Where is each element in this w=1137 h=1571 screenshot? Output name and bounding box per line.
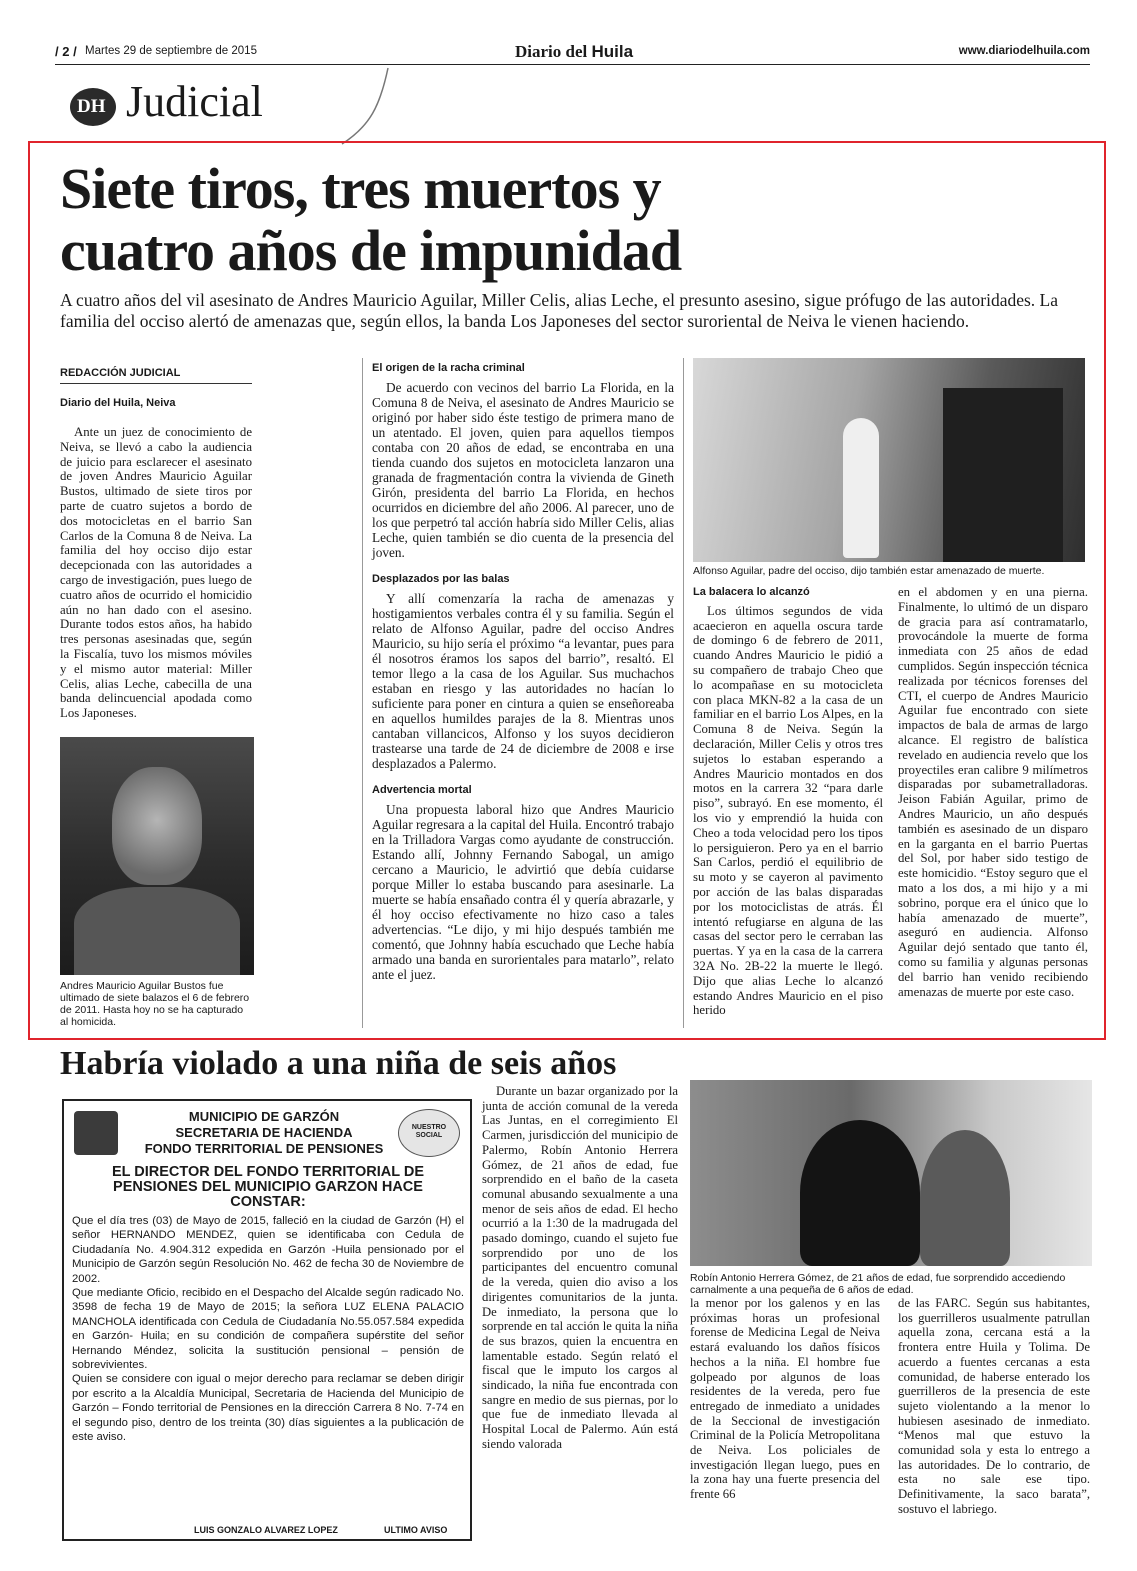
paragraph: Ante un juez de conocimiento de Neiva, se llevó a cabo la audiencia de juicio para esclarecer el asesinato de joven Andres Mauricio Aguilar Bustos, ultimado de siete tiros por parte de cuatro sujetos a bordo de dos motocicletas en el barrio San Carlos de la Comuna 8 de Neiva. La familia del hoy occiso dijo estar decepcionada con las autoridades a cargo de investigación, pues luego de cuatro años de ocurrido el homicidio aún no han dado con el asesino. Durante todos estos años, ha habido tres personas asesinadas que, según la Fiscalía, tuvo los mismos móviles y el mismo autor material: Miller Celis, alias Leche, cabecilla de una banda delincuencial apodada como Los Japoneses. [60, 425, 252, 721]
column-rule [362, 358, 363, 1028]
photo-figure-shape [920, 1130, 1010, 1266]
paragraph: la menor por los galenos y en las próximas horas un profesional forense de Medicina Legal de Neiva estará evaluando los daños físicos hechos a la niña. El hombre fue golpeado por algunos de loas residentes de la vereda, pero fue entregado de inmediato a unidades de la Seccional de investigación Criminal de la Policía Metropolitana de Neiva. Los policiales de investigación llegan luego, pues en la zona hay una fuerte presencia del frente 66 [690, 1296, 880, 1502]
photo-father [693, 358, 1085, 562]
paragraph: Y allí comenzaría la racha de amenazas y hostigamientos verbales contra él y su familia. Según el relato de Alfonso Aguilar, padre del occiso Andres Mauricio, su hijo sería el próximo “a levantar, pues para él nosotros éramos los sapos del barrio”, resaltó. El temor llego a la casa de los Aguilar. Sus muchachos estaban en riesgo y las autoridades no hacían lo suficiente para poner en cintura a quien se enseñoreaba en aquellos humildes parajes de la 8. Mientras unos cantaban villancicos, Alfonso y los suyos decidieron trastearse una tarde de 24 de diciembre de 2008 e irse desplazados a Palermo. [372, 591, 674, 771]
article2-headline: Habría violado a una niña de seis años [60, 1045, 617, 1082]
paragraph: en el abdomen y en una pierna. Finalmente, lo ultimó de un disparo de gracia para así contramatarlo, provocándole la muerte de forma inmediata con 25 años de edad cumplidos. Según inspección técnica realizada por técnicos forenses del CTI, el cuerpo de Andres Mauricio Aguilar fue encontrado con siete impactos de bala de armas de largo alcance. El registro de balística revelado en audiencia revelo que los proyectiles eran calibre 9 milímetros disparadas por subametralladoras. Jeison Fabián Aguilar, primo de Andres Mauricio, un año después también es asesinado de un disparo en la garganta en el barrio Puertas del Sol, por haber sido testigo de este homicidio. “Estoy seguro que el mato a los dos, a mi hijo y a mi sobrino, porque era el único que lo había amenazado de muerte”, aseguró en audiencia. Alfonso Aguilar dejó sentado que tanto él, como su familia y algunas personas del barrio han venido recibiendo amenazas de muerte por este caso. [898, 585, 1088, 999]
photo-face-shape [112, 767, 202, 885]
article-lead: A cuatro años del vil asesinato de Andres Mauricio Aguilar, Miller Celis, alias Leche, el presunto asesino, sigue prófugo de las autoridades. La familia del occiso alertó de amenazas que, según ellos, la banda Los Japoneses del sector suroriental de Neiva le vienen haciendo. [60, 290, 1058, 331]
article-column-4 [898, 585, 1088, 999]
subheading: Desplazados por las balas [372, 573, 510, 585]
paragraph: Durante un bazar organizado por la junta de acción comunal de la vereda Las Juntas, en el corregimiento El Carmen, jurisdicción del municipio de Palermo, Robín Antonio Herrera Gómez, de 21 años de edad, fue sorprendido en el baño de la caseta comunal abusando sexualmente a una menor de seis años de edad. El hecho ocurrió a la 1:30 de la madrugada del pasado domingo, cuando el sujeto fue sorprendido por uno de los participantes del encuentro comunal de la vereda, quien dio aviso a los dirigentes comunitarios de la junta. De inmediato, la persona que lo sorprende en tal acción le quita la niña de sus brazos, quien la encuentra en lamentable estado. Según relató el fiscal que le imputo los cargos al sindicado, la niña fue encontrada con sangre en medio de sus piernas, por lo que fue de inmediato llevada al Hospital Local de Palermo. Aún está siendo valorada [482, 1084, 678, 1451]
photo-victim [60, 737, 254, 975]
photo-figure-shape [800, 1120, 920, 1266]
masthead [55, 42, 1090, 62]
ad-headline: EL DIRECTOR DEL FONDO TERRITORIAL DE PENSIONES DEL MUNICIPIO GARZON HACE CONSTAR: [111, 1164, 425, 1210]
article-headline [60, 158, 1070, 282]
headline-line-2: cuatro años de impunidad [60, 218, 682, 283]
section-logo [70, 88, 116, 126]
column-rule [683, 358, 684, 1028]
photo-doorway-shape [943, 388, 1063, 562]
byline: REDACCIÓN JUDICIAL [60, 366, 252, 384]
photo-suspect [690, 1080, 1092, 1266]
dateline: Diario del Huila, Neiva [60, 397, 176, 409]
ad-notice: ULTIMO AVISO [384, 1525, 448, 1535]
ad-coat-of-arms [74, 1111, 118, 1155]
article-column-1 [60, 366, 252, 721]
section-flourish [340, 66, 400, 146]
ad-body: Que el día tres (03) de Mayo de 2015, falleció en la ciudad de Garzón (H) el señor HERNANDO MENDEZ, quien se identificaba con Cedula de Ciudadanía No. 4.904.312 expedida en Garzón -Huila pensionado por el Municipio de Garzón según Resolución No. 462 de fecha 30 de Noviembre de 2002. Que mediante Oficio, recibido en el Despacho del Alcalde según radicado No. 3598 de fecha 19 de Mayo de 2015; la señora LUZ ELENA PALACIO MANCHOLA identificada con Cedula de Ciudadanía No.55.057.584 expedida en Garzón- Huila; en su condición de compañera supérstite del señor Hernando Méndez, solicita la sustitución pensional – pensión de sobrevivientes. Quien se considere con igual o mejor derecho para reclamar se deben dirigir por escrito a la Alcaldía Municipal, Secretaria de Hacienda del Municipio de Garzón – Fondo territorial de Pensiones en la dirección Carrera 8 No. 7-74 en el segundo piso, dentro de los treinta (30) días siguientes a la publicación de este aviso. [72, 1215, 464, 1444]
paragraph: Los últimos segundos de vida acaecieron en aquella oscura tarde de domingo 6 de febrero de 2011, cuando Andres Mauricio le pidió a su compañero de trabajo Cheo que lo acompañase en su motocicleta con placa MKN-82 a la casa de un familiar en el barrio Los Alpes, en la Comuna 8 de Neiva. Según la declaración, Miller Celis y otros tres sujetos lo estaban esperando a Andres Mauricio montados en dos motos en la carrera 32 “para darle piso”, subrayó. En ese momento, él los vio y emprendió la huida con Cheo a toda velocidad pero los tipos lo persiguieron. Pero ya en el barrio San Carlos, perdió el equilibrio de su moto y se cayeron al pavimento por acción de las balas disparadas por los motociclistas de atrás. Él intentó refugiarse en alguna de las casas del sector pero le cerraban las puertas. Y ya en la casa de la carrera 32A No. 2B-22 la muerte le llegó. Dijo que alias Leche lo alcanzó estando Andres Mauricio en el piso herido [693, 603, 883, 1018]
website-url[interactable]: www.diariodelhuila.com [958, 45, 1090, 57]
ad-header: MUNICIPIO DE GARZÓN SECRETARIA DE HACIENDA FONDO TERRITORIAL DE PENSIONES [144, 1109, 384, 1156]
ad-signer: LUIS GONZALO ALVAREZ LOPEZ [194, 1525, 338, 1535]
photo-shirt-shape [74, 887, 240, 975]
masthead-rule [55, 64, 1090, 65]
ad-badge-text: NUESTRO SOCIAL [411, 1124, 447, 1139]
legal-notice-ad [62, 1099, 472, 1541]
article2-column-2 [690, 1296, 880, 1502]
section-logo-text: DH [77, 96, 106, 117]
photo-person-shape [843, 418, 879, 558]
subheading: Advertencia mortal [372, 784, 472, 796]
paragraph: de las FARC. Según sus habitantes, los guerrilleros usualmente patrullan aquella zona, cercana está a la frontera entre Huila y Tolima. De acuerdo a fuentes cercanas a esta comunidad, de haberse enterado los guerrilleros de la presencia de este sujeto violentando a la menor lo hubiesen asesinado de inmediato. “Menos mal que estuvo la comunidad sola y esta lo entrego a las autoridades. De lo contrario, de esta no sale ese tipo. Definitivamente, la saco barata”, sostuvo el labriego. [898, 1296, 1090, 1516]
section-title: Judicial [126, 77, 263, 126]
subheading: El origen de la racha criminal [372, 362, 525, 374]
paragraph: Una propuesta laboral hizo que Andres Mauricio Aguilar regresara a la capital del Huila. Encontró trabajo en la Trilladora Vargas como ayudante de construcción. Estando allí, Johnny Fernando Sabogal, un amigo cercano a Mauricio, le advirtió que debía cuidarse porque Miller lo estaba buscando para asesinarle. La muerte se había ensañado contra él y quería abrazarle, y él hoy occiso efectivamente no hizo caso a tales advertencias. “Le dijo, y mi hijo después también me comentó, que Johnny había escuchado que Leche había armado una banda en surorientales para matarlo”, relato ante el juez. [372, 802, 674, 982]
paper-name: Diario del Huila [515, 42, 634, 61]
issue-date: Martes 29 de septiembre de 2015 [85, 45, 257, 57]
article-column-3 [693, 585, 883, 1018]
article-column-2 [372, 361, 674, 982]
page-number: / 2 / [55, 44, 77, 59]
article2-column-1 [482, 1084, 678, 1452]
headline-line-1: Siete tiros, tres muertos y [60, 156, 661, 221]
photo-suspect-caption: Robín Antonio Herrera Gómez, de 21 años de edad, fue sorprendido accediendo carnalmente a una pequeña de 6 años de edad. [690, 1272, 1066, 1296]
article2-column-3 [898, 1296, 1090, 1517]
subheading: La balacera lo alcanzó [693, 586, 810, 598]
photo-father-caption: Alfonso Aguilar, padre del occiso, dijo también estar amenazado de muerte. [693, 565, 1045, 577]
photo-victim-caption: Andres Mauricio Aguilar Bustos fue ultimado de siete balazos el 6 de febrero de 2011. Hasta hoy no se ha capturado al homicida. [60, 980, 250, 1028]
paragraph: De acuerdo con vecinos del barrio La Florida, en la Comuna 8 de Neiva, el asesinato de Andres Mauricio se originó por haber sido éste testigo de primera mano de un atentado. El joven, quien para aquellos tiempos contaba con 20 años de edad, se encontraba en una tienda cuando dos sujetos en motocicleta lanzaron una granada de fragmentación contra la vivienda de Gineth Girón, presidenta del barrio La Florida, en hechos ocurridos en diciembre del año 2006. Al parecer, uno de los que perpetró tal acción habría sido Miller Celis, alias Leche, quien también se dio cuenta de la presencia del joven. [372, 380, 674, 560]
ad-badge [398, 1109, 460, 1157]
